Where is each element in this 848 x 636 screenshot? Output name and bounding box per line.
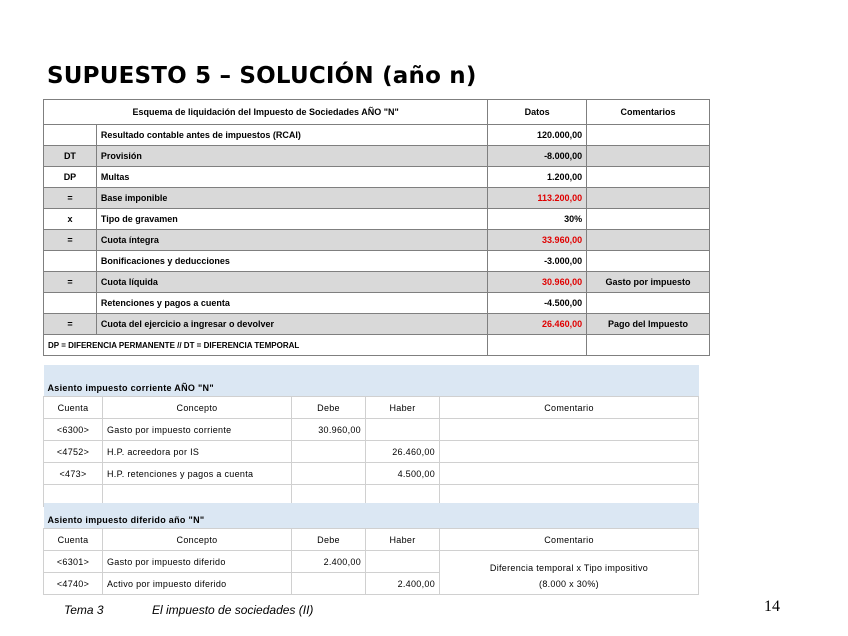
haber: [366, 419, 440, 441]
row-value: -8.000,00: [488, 146, 587, 167]
row-comment: [587, 209, 710, 230]
table-row: [44, 551, 699, 573]
footnote-blank: [587, 335, 710, 356]
debe: [292, 463, 366, 485]
header-esquema: Esquema de liquidación del Impuesto de Sociedades AÑO "N": [44, 100, 488, 125]
section-title: Asiento impuesto diferido año "N": [44, 503, 699, 529]
debe: 30.960,00: [292, 419, 366, 441]
haber: 4.500,00: [366, 463, 440, 485]
table-row: [44, 125, 710, 146]
row-code: [44, 293, 97, 314]
col-cuenta: Cuenta: [44, 529, 103, 551]
page-title: SUPUESTO 5 – SOLUCIÓN (año n): [47, 63, 477, 89]
col-concepto: Concepto: [103, 397, 292, 419]
asiento-corriente-table: [43, 365, 699, 507]
row-label: Cuota del ejercicio a ingresar o devolver: [96, 314, 487, 335]
concepto: H.P. retenciones y pagos a cuenta: [103, 463, 292, 485]
table-row: [44, 272, 710, 293]
concepto: H.P. acreedora por IS: [103, 441, 292, 463]
row-comment: [587, 125, 710, 146]
footer-tema: Tema 3: [64, 603, 104, 617]
liquidacion-table: [43, 99, 710, 356]
row-value: -3.000,00: [488, 251, 587, 272]
row-code: DT: [44, 146, 97, 167]
footnote: DP = DIFERENCIA PERMANENTE // DT = DIFERENCIA TEMPORAL: [44, 335, 488, 356]
concepto: Gasto por impuesto diferido: [103, 551, 292, 573]
row-value: -4.500,00: [488, 293, 587, 314]
row-code: DP: [44, 167, 97, 188]
table-row: [44, 209, 710, 230]
row-value: 33.960,00: [488, 230, 587, 251]
row-label: Cuota líquida: [96, 272, 487, 293]
col-debe: Debe: [292, 529, 366, 551]
row-value: 120.000,00: [488, 125, 587, 146]
comment-line-1: Diferencia temporal x Tipo impositivo: [489, 562, 649, 573]
col-haber: Haber: [366, 397, 440, 419]
haber: [366, 551, 440, 573]
row-value: 30%: [488, 209, 587, 230]
concepto: Gasto por impuesto corriente: [103, 419, 292, 441]
cuenta: <6301>: [44, 551, 103, 573]
table-row: [44, 314, 710, 335]
header-comentarios: Comentarios: [587, 100, 710, 125]
comentario-diferido: [440, 551, 699, 595]
row-label: Bonificaciones y deducciones: [96, 251, 487, 272]
row-comment: Pago del Impuesto: [587, 314, 710, 335]
row-value: 1.200,00: [488, 167, 587, 188]
row-label: Cuota íntegra: [96, 230, 487, 251]
footnote-blank: [488, 335, 587, 356]
col-concepto: Concepto: [103, 529, 292, 551]
row-label: Resultado contable antes de impuestos (RCAI): [96, 125, 487, 146]
row-value: 113.200,00: [488, 188, 587, 209]
footnote-row: [44, 335, 710, 356]
comentario: [440, 419, 699, 441]
cuenta: <4752>: [44, 441, 103, 463]
page-number: 14: [764, 598, 780, 615]
table-row: [44, 419, 699, 441]
row-value: 30.960,00: [488, 272, 587, 293]
table-row: [44, 251, 710, 272]
row-comment: Gasto por impuesto: [587, 272, 710, 293]
col-comentario: Comentario: [440, 529, 699, 551]
concepto: Activo por impuesto diferido: [103, 573, 292, 595]
debe: [292, 441, 366, 463]
cuenta: <473>: [44, 463, 103, 485]
column-headers: [44, 529, 699, 551]
row-comment: [587, 167, 710, 188]
row-label: Base imponible: [96, 188, 487, 209]
comentario: [440, 463, 699, 485]
table-header: [44, 100, 710, 125]
row-label: Provisión: [96, 146, 487, 167]
section-header: [44, 503, 699, 529]
haber: 26.460,00: [366, 441, 440, 463]
row-code: [44, 251, 97, 272]
comentario: [440, 441, 699, 463]
row-code: x: [44, 209, 97, 230]
row-label: Retenciones y pagos a cuenta: [96, 293, 487, 314]
row-comment: [587, 188, 710, 209]
row-value: 26.460,00: [488, 314, 587, 335]
col-cuenta: Cuenta: [44, 397, 103, 419]
row-code: =: [44, 230, 97, 251]
row-comment: [587, 251, 710, 272]
row-label: Multas: [96, 167, 487, 188]
asiento-diferido-table: [43, 503, 699, 595]
row-code: =: [44, 272, 97, 293]
table-row: [44, 230, 710, 251]
header-datos: Datos: [488, 100, 587, 125]
col-debe: Debe: [292, 397, 366, 419]
row-comment: [587, 293, 710, 314]
row-comment: [587, 230, 710, 251]
section-header: [44, 365, 699, 397]
section-title: Asiento impuesto corriente AÑO "N": [44, 365, 699, 397]
debe: 2.400,00: [292, 551, 366, 573]
comment-line-2: (8.000 x 30%): [539, 578, 599, 589]
cuenta: <6300>: [44, 419, 103, 441]
table-row: [44, 188, 710, 209]
table-row: [44, 167, 710, 188]
cuenta: <4740>: [44, 573, 103, 595]
row-code: =: [44, 188, 97, 209]
footer-titulo: El impuesto de sociedades (II): [152, 603, 314, 617]
table-row: [44, 441, 699, 463]
col-haber: Haber: [366, 529, 440, 551]
row-label: Tipo de gravamen: [96, 209, 487, 230]
col-comentario: Comentario: [440, 397, 699, 419]
column-headers: [44, 397, 699, 419]
debe: [292, 573, 366, 595]
row-code: [44, 125, 97, 146]
haber: 2.400,00: [366, 573, 440, 595]
table-row: [44, 463, 699, 485]
row-comment: [587, 146, 710, 167]
table-row: [44, 146, 710, 167]
row-code: =: [44, 314, 97, 335]
table-row: [44, 293, 710, 314]
